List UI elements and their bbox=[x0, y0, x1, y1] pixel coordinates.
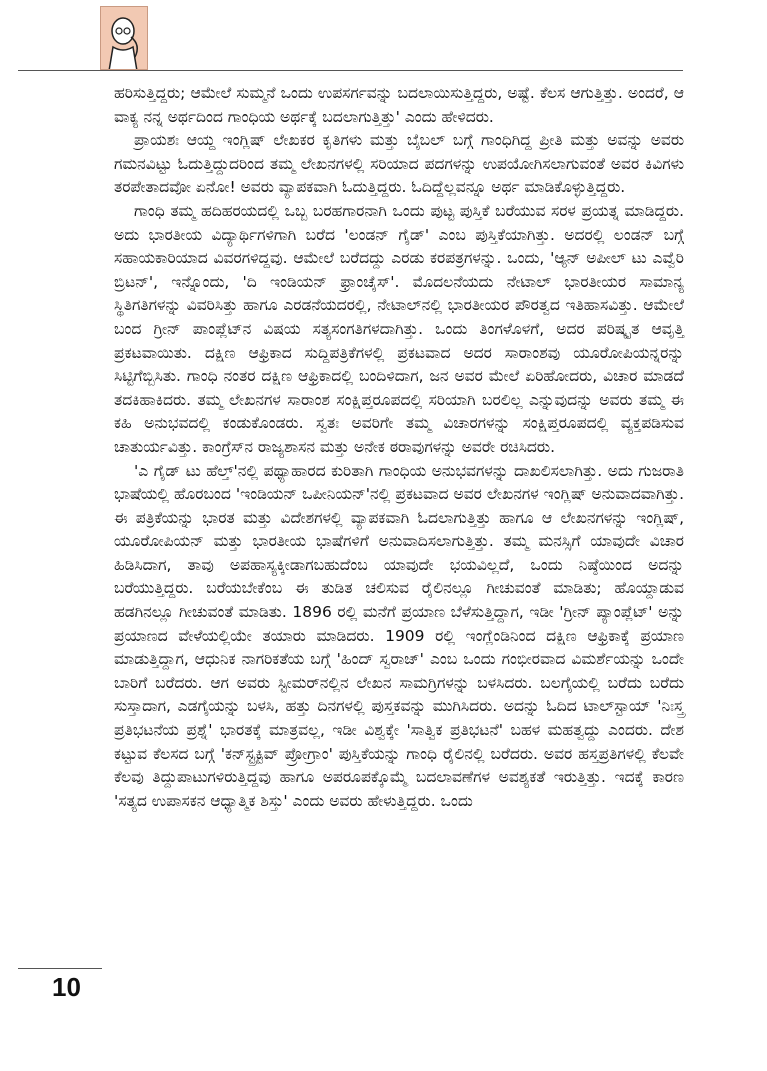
header-divider bbox=[18, 70, 683, 71]
paragraph-4: 'ಎ ಗೈಡ್ ಟು ಹೆಲ್ತ್'ನಲ್ಲಿ ಪಥ್ಯಾಹಾರದ ಕುರಿತಾಗಿ ಗಾಂಧಿಯ ಅನುಭವಗಳನ್ನು ದಾಖಲಿಸಲಾಗಿತ್ತು. ಅದು ಗುಜರಾತಿ ಭಾಷೆಯಲ್ಲಿ ಹೊರಬಂದ 'ಇಂಡಿಯನ್ ಒಪೀನಿಯನ್'ನಲ್ಲಿ ಪ್ರಕಟವಾದ ಅವರ ಲೇಖನಗಳ ಇಂಗ್ಲಿಷ್ ಅನುವಾದವಾಗಿತ್ತು. ಈ ಪತ್ರಿಕೆಯನ್ನು ಭಾರತ ಮತ್ತು ವಿದೇಶಗಳಲ್ಲಿ ವ್ಯಾಪಕವಾಗಿ ಓದಲಾಗುತ್ತಿತ್ತು ಹಾಗೂ ಆ ಲೇಖನಗಳನ್ನು ಇಂಗ್ಲಿಷ್, ಯೂರೋಪಿಯನ್ ಮತ್ತು ಭಾರತೀಯ ಭಾಷೆಗಳಿಗೆ ಅನುವಾದಿಸಲಾಗುತ್ತಿತ್ತು. ತಮ್ಮ ಮನಸ್ಸಿಗೆ ಯಾವುದೇ ವಿಚಾರ ಹಿಡಿಸಿದಾಗ, ತಾವು ಅಪಹಾಸ್ಯಕ್ಕೀಡಾಗಬಹುದೆಂಬ ಯಾವುದೇ ಭಯವಿಲ್ಲದೆ, ಒಂದು ನಿಷ್ಠೆಯಿಂದ ಅದನ್ನು ಬರೆಯುತ್ತಿದ್ದರು. ಬರೆಯಬೇಕೆಂಬ ಈ ತುಡಿತ ಚಲಿಸುವ ರೈಲಿನಲ್ಲೂ ಗೀಚುವಂತೆ ಮಾಡಿತು; ಹೊಯ್ದಾಡುವ ಹಡಗಿನಲ್ಲೂ ಗೀಚುವಂತೆ ಮಾಡಿತು. 1896 ರಲ್ಲಿ ಮನೆಗೆ ಪ್ರಯಾಣ ಬೆಳೆಸುತ್ತಿದ್ದಾಗ, ಇಡೀ 'ಗ್ರೀನ್ ಪ್ಯಾಂಪ್ಲೆಟ್' ಅನ್ನು ಪ್ರಯಾಣದ ವೇಳೆಯಲ್ಲಿಯೇ ತಯಾರು ಮಾಡಿದರು. 1909 ರಲ್ಲಿ ಇಂಗ್ಲೆಂಡಿನಿಂದ ದಕ್ಷಿಣ ಆಫ್ರಿಕಾಕ್ಕೆ ಪ್ರಯಾಣ ಮಾಡುತ್ತಿದ್ದಾಗ, ಆಧುನಿಕ ನಾಗರಿಕತೆಯ ಬಗ್ಗೆ 'ಹಿಂದ್ ಸ್ವರಾಜ್' ಎಂಬ ಒಂದು ಗಂಭೀರವಾದ ವಿಮರ್ಶೆಯನ್ನು ಒಂದೇ ಬಾರಿಗೆ ಬರೆದರು. ಆಗ ಅವರು ಸ್ಟೀಮರ್‌ನಲ್ಲಿನ ಲೇಖನ ಸಾಮಗ್ರಿಗಳನ್ನು ಬಳಸಿದರು. ಬಲಗೈಯಲ್ಲಿ ಬರೆದು ಬರೆದು ಸುಸ್ತಾದಾಗ, ಎಡಗೈಯನ್ನು ಬಳಸಿ, ಹತ್ತು ದಿನಗಳಲ್ಲಿ ಪುಸ್ತಕವನ್ನು ಮುಗಿಸಿದರು. ಅದನ್ನು ಓದಿದ ಟಾಲ್‌ಸ್ಟಾಯ್ 'ನಿಃಸ್ತ್ರ ಪ್ರತಿಭಟನೆಯ ಪ್ರಶ್ನೆ' ಭಾರತಕ್ಕೆ ಮಾತ್ರವಲ್ಲ, ಇಡೀ ವಿಶ್ವಕ್ಕೇ 'ಸಾತ್ವಿಕ ಪ್ರತಿಭಟನೆ' ಬಹಳ ಮಹತ್ವದ್ದು ಎಂದರು. ದೇಶ ಕಟ್ಟುವ ಕೆಲಸದ ಬಗ್ಗೆ 'ಕನ್‌ಸ್ಟ್ರಕ್ಟಿವ್ ಪ್ರೋಗ್ರಾಂ' ಪುಸ್ತಿಕೆಯನ್ನು ಗಾಂಧಿ ರೈಲಿನಲ್ಲಿ ಬರೆದರು. ಅವರ ಹಸ್ತಪ್ರತಿಗಳಲ್ಲಿ ಕೆಲವೇ ಕೆಲವು ತಿದ್ದುಪಾಟುಗಳಿರುತ್ತಿದ್ದವು ಹಾಗೂ ಅಪರೂಪಕ್ಕೊಮ್ಮೆ ಬದಲಾವಣೆಗಳ ಅವಶ್ಯಕತೆ ಇರುತ್ತಿತ್ತು. ಇದಕ್ಕೆ ಕಾರಣ 'ಸತ್ಯದ ಉಪಾಸಕನ ಆಧ್ಯಾತ್ಮಿಕ ಶಿಸ್ತು' ಎಂದು ಅವರು ಹೇಳುತ್ತಿದ್ದರು. ಒಂದು bbox=[114, 461, 684, 810]
paragraph-2: ಪ್ರಾಯಶಃ ಆಯ್ದ ಇಂಗ್ಲಿಷ್ ಲೇಖಕರ ಕೃತಿಗಳು ಮತ್ತು ಬೈಬಲ್ ಬಗ್ಗೆ ಗಾಂಧಿಗಿದ್ದ ಪ್ರೀತಿ ಮತ್ತು ಅವನ್ನು ಅವರು ಗಮನವಿಟ್ಟು ಓದುತ್ತಿದ್ದುದರಿಂದ ತಮ್ಮ ಲೇಖನಗಳಲ್ಲಿ ಸರಿಯಾದ ಪದಗಳನ್ನು ಉಪಯೋಗಿಸಲಾಗುವಂತೆ ಅವರ ಕಿವಿಗಳು ತರಪೇತಾದವೋ ಏನೋ! ಅವರು ವ್ಯಾಪಕವಾಗಿ ಓದುತ್ತಿದ್ದರು. ಓದಿದ್ದೆಲ್ಲವನ್ನೂ ಅರ್ಥ ಮಾಡಿಕೊಳ್ಳುತ್ತಿದ್ದರು. bbox=[114, 131, 684, 197]
body-text bbox=[114, 82, 684, 813]
paragraph-1: ಹರಿಸುತ್ತಿದ್ದರು; ಆಮೇಲೆ ಸುಮ್ಮನೆ ಒಂದು ಉಪಸರ್ಗವನ್ನು ಬದಲಾಯಿಸುತ್ತಿದ್ದರು, ಅಷ್ಟೆ. ಕೆಲಸ ಆಗುತ್ತಿತ್ತು. ಅಂದರೆ, ಆ ವಾಕ್ಯ ನನ್ನ ಅರ್ಥದಿಂದ ಗಾಂಧಿಯ ಅರ್ಥಕ್ಕೆ ಬದಲಾಗುತ್ತಿತ್ತು' ಎಂದು ಹೇಳಿದರು. bbox=[114, 84, 684, 126]
page-number: 10 bbox=[52, 972, 81, 1002]
paragraph-3: ಗಾಂಧಿ ತಮ್ಮ ಹದಿಹರಯದಲ್ಲಿ ಒಬ್ಬ ಬರಹಗಾರನಾಗಿ ಒಂದು ಪುಟ್ಟ ಪುಸ್ತಿಕೆ ಬರೆಯುವ ಸರಳ ಪ್ರಯತ್ನ ಮಾಡಿದ್ದರು. ಅದು ಭಾರತೀಯ ವಿದ್ಯಾರ್ಥಿಗಳಿಗಾಗಿ ಬರೆದ 'ಲಂಡನ್ ಗೈಡ್' ಎಂಬ ಪುಸ್ತಿಕೆಯಾಗಿತ್ತು. ಅದರಲ್ಲಿ ಲಂಡನ್ ಬಗ್ಗೆ ಸಹಾಯಕಾರಿಯಾದ ವಿವರಗಳಿದ್ದವು. ಆಮೇಲೆ ಬರೆದದ್ದು ಎರಡು ಕರಪತ್ರಗಳನ್ನು. ಒಂದು, 'ಆ್ಯನ್ ಅಪೀಲ್ ಟು ಎವ್ವೆರಿ ಬ್ರಿಟನ್', ಇನ್ನೊಂದು, 'ದಿ ಇಂಡಿಯನ್ ಫ್ರಾಂಚೈಸ್'. ಮೊದಲನೆಯದು ನೇಟಾಲ್ ಭಾರತೀಯರ ಸಾಮಾನ್ಯ ಸ್ಥಿತಿಗತಿಗಳನ್ನು ವಿವರಿಸಿತ್ತು ಹಾಗೂ ಎರಡನೆಯದರಲ್ಲಿ, ನೇಟಾಲ್‌ನಲ್ಲಿ ಭಾರತೀಯರ ಪೌರತ್ವದ ಇತಿಹಾಸವಿತ್ತು. ಆಮೇಲೆ ಬಂದ ಗ್ರೀನ್ ಪಾಂಪ್ಲೆಟ್‌ನ ವಿಷಯ ಸತ್ಯಸಂಗತಿಗಳದಾಗಿತ್ತು. ಒಂದು ತಿಂಗಳೊಳಗೆ, ಅದರ ಪರಿಷ್ಕೃತ ಆವೃತ್ತಿ ಪ್ರಕಟವಾಯಿತು. ದಕ್ಷಿಣ ಆಫ್ರಿಕಾದ ಸುದ್ದಿಪತ್ರಿಕೆಗಳಲ್ಲಿ ಪ್ರಕಟವಾದ ಅದರ ಸಾರಾಂಶವು ಯೂರೋಪಿಯನ್ನರನ್ನು ಸಿಟ್ಟಿಗೆಬ್ಬಿಸಿತು. ಗಾಂಧಿ ನಂತರ ದಕ್ಷಿಣ ಆಫ್ರಿಕಾದಲ್ಲಿ ಬಂದಿಳಿದಾಗ, ಜನ ಅವರ ಮೇಲೆ ಏರಿಹೋದರು, ವಿಚಾರ ಮಾಡದೆ ತದಕಿಹಾಕಿದರು. ತಮ್ಮ ಲೇಖನಗಳ ಸಾರಾಂಶ ಸಂಕ್ಷಿಪ್ತರೂಪದಲ್ಲಿ ಸರಿಯಾಗಿ ಬರಲಿಲ್ಲ ಎನ್ನುವುದನ್ನು ಅವರು ತಮ್ಮ ಈ ಕಹಿ ಅನುಭವದಲ್ಲಿ ಕಂಡುಕೊಂಡರು. ಸ್ವತಃ ಅವರಿಗೇ ತಮ್ಮ ವಿಚಾರಗಳನ್ನು ಸಂಕ್ಷಿಪ್ತರೂಪದಲ್ಲಿ ವ್ಯಕ್ತಪಡಿಸುವ ಚಾತುರ್ಯವಿತ್ತು. ಕಾಂಗ್ರೆಸ್‌ನ ರಾಜ್ಯಶಾಸನ ಮತ್ತು ಅನೇಕ ಠರಾವುಗಳನ್ನು ಅವರೇ ರಚಿಸಿದರು. bbox=[114, 201, 684, 456]
gandhi-logo-icon bbox=[100, 6, 148, 70]
page-number-divider bbox=[18, 968, 102, 969]
